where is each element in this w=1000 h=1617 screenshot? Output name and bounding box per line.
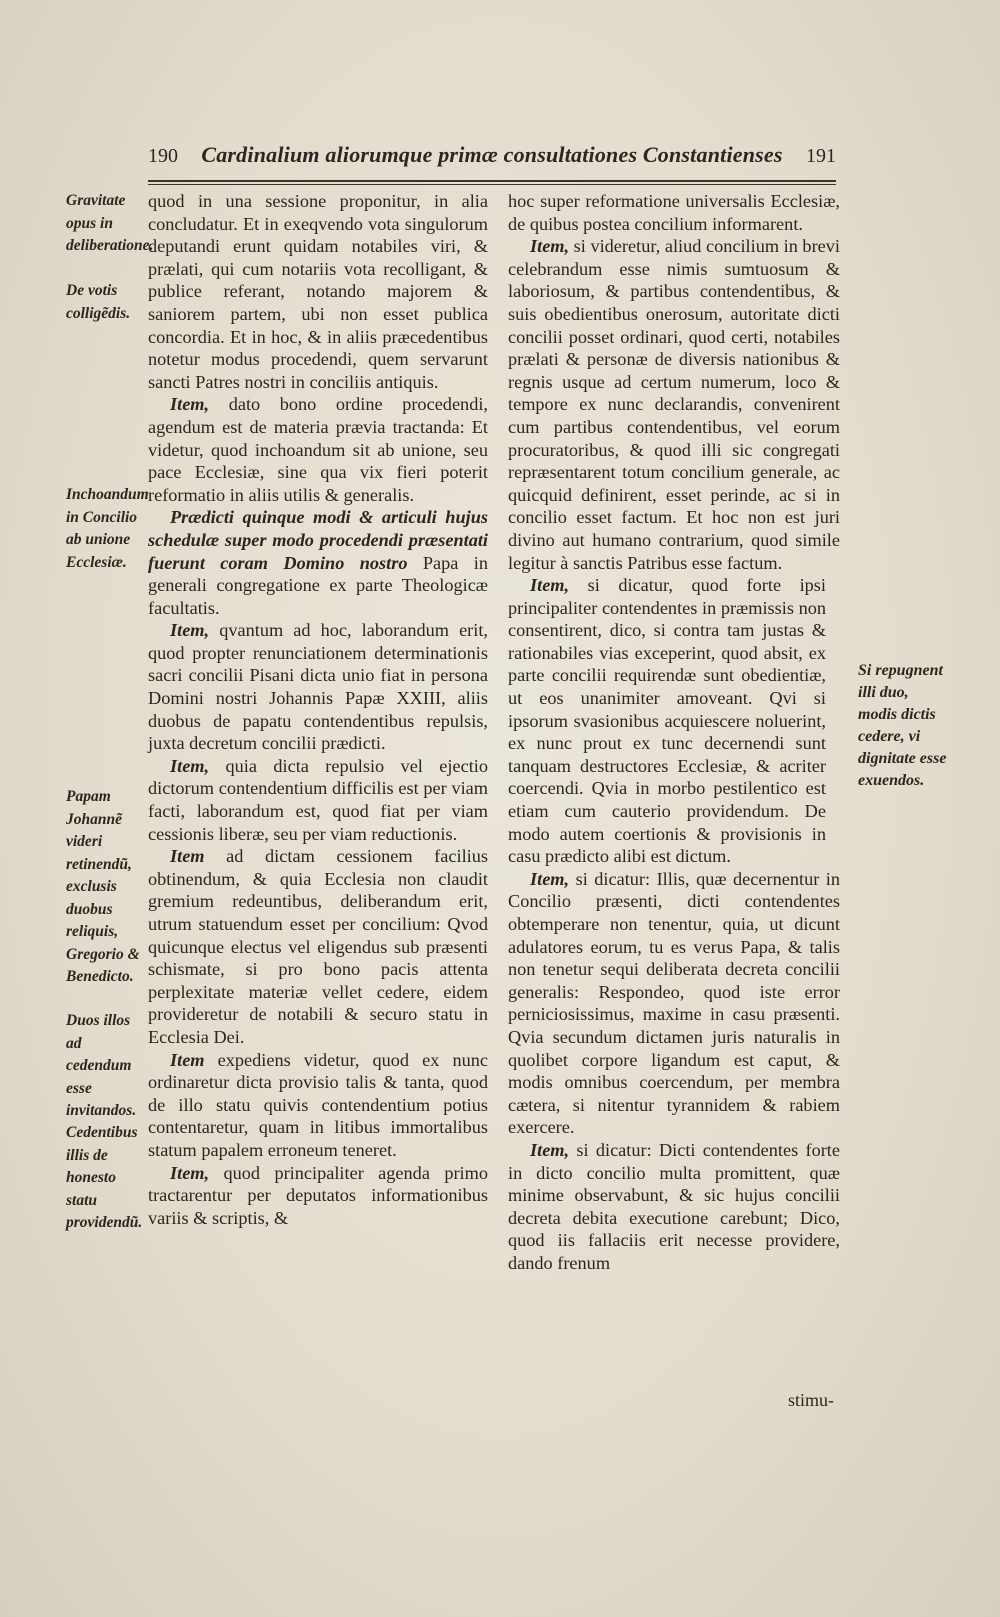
paragraph (148, 506, 488, 619)
margin-note: Si repugnent illi duo, modis dictis cedere, vi dignitate esse exuendos. (858, 662, 947, 789)
paragraph (148, 393, 488, 506)
paragraph-lead: Item, (530, 868, 570, 889)
paragraph-text: quod principaliter agenda primo tractarentur per deputatos informationibus variis & scriptis, & (148, 1162, 488, 1228)
paragraph-lead: Item, (170, 394, 210, 415)
page-number-right: 191 (806, 145, 836, 167)
margin-note: Papam Johannẽ videri retinendũ, (66, 788, 132, 873)
paragraph-text: qvantum ad hoc, laborandum erit, quod propter renunciationem determinationis sacri concilii Pisani dicta unio fiat in persona Domini nostri Johannis Papæ XXIII, aliis duobus de papatu contendentibus repulsis, juxta decretum concilii prædicti. (148, 620, 488, 754)
paragraph-lead: Item, (170, 755, 210, 776)
margin-note: exclusis duobus reliquis, Gregorio & Benedicto. (66, 878, 140, 986)
margin-note: Cedentibus illis de honesto statu providendũ. (66, 1124, 143, 1232)
paragraph-lead: Item, (530, 236, 570, 257)
paragraph-text: expediens videtur, quod ex nunc ordinaretur dicta provisio talis & tanta, quod de illo statu quivis contendentium potius contentaretur, quam in litibus immortalibus statum papalem erroneum teneret. (148, 1049, 488, 1160)
header-rule-thin (148, 184, 836, 185)
paragraph (148, 1049, 488, 1162)
paragraph-text: quod in una sessione proponitur, in alia concludatur. Et in exeqvendo vota singulorum deputandi erunt quidam notabiles viri, & prælati, qui cum notariis vota recolligant, & publice referant, notando majorem & saniorem partem, ubi non esset publica concordia. Et in hoc, & in aliis præcedentibus notetur modus procedendi, quem servarunt sancti Patres nostri in conciliis antiquis. (148, 191, 488, 392)
page-number-left: 190 (148, 145, 178, 167)
paragraph (508, 235, 840, 574)
paragraph-lead: Item, (170, 620, 210, 641)
running-title: Cardinalium aliorumque primæ consultationes Constantienses (201, 142, 783, 167)
header-rule (148, 180, 836, 182)
paragraph (508, 868, 840, 1139)
paragraph-lead: Item (170, 846, 205, 867)
paragraph-text: si dicatur: Illis, quæ decernentur in Concilio præsenti, dicti contendentes obtemperare non tenentur, quia, ut dicunt adulatores eorum, tu es verus Papa, & talis non tenetur sequi deliberata decreta concilii generalis: Respondeo, quod iste error perniciosissimus, maxime in casu præsenti. Qvia secundum dictamen juris naturalis in quolibet corpore ligandum est caput, & modis omnibus coercendum, per membra cætera, si nitentur tyrannidem & rabiem exercere. (508, 868, 840, 1138)
paragraph (148, 619, 488, 755)
paragraph-lead: Prædicti quinque modi & articuli hujus schedulæ super modo procedendi præsentati fuerunt coram Domino nostro (148, 507, 488, 573)
paragraph-text: si dicatur, quod forte ipsi principaliter contendentes in præmissis non consentirent, dico, si contra tam justas & rationabiles vias exceperint, quod absit, ex parte concilii requirendæ sunt obedientiæ, ut eos unanimiter amoveant. Qvi si ipsorum svasionibus acquiescere noluerint, ex nunc prout ex tunc decernendi sunt tanquam destructores Ecclesiæ, & acriter coercendi. Qvia in morbo pestilentico est etiam cum cauterio providendum. De modo autem coertionis & provisionis in casu prædicto alibi est dictum. (508, 575, 826, 867)
paragraph-text: si dicatur: Dicti contendentes forte in dicto concilio multa promittent, quæ minime observabunt, & sic hujus concilii decreta debita executione carebunt; Dico, quod iis fallaciis erit necesse providere, dando frenum (508, 1139, 840, 1273)
paragraph-lead: Item, (530, 575, 570, 596)
paragraph-text: Papa in generali congregatione ex parte Theologicæ facultatis. (148, 552, 488, 618)
paragraph (508, 574, 826, 868)
paragraph (148, 755, 488, 845)
right-text-column (508, 190, 840, 1275)
paragraph-text: quia dicta repulsio vel ejectio dictorum contendentium difficilis est per viam facti, laborandum est, quod fiat per viam cessionis liberæ, seu per viam reductionis. (148, 755, 488, 844)
paragraph-text: si videretur, aliud concilium in brevi celebrandum esse nimis sumtuosum & laboriosum, & partibus contendentibus, & suis obedientibus onerosum, autoritate dicti concilii posset ordinari, quod certi, notabiles prælati & personæ de diversis nationibus & regnis usque ad certum numerum, loco & tempore ex nunc declarandis, convenirent cum partibus contendentibus, vel eorum procuratoribus, & quod illi sic congregati repræsentarent totum concilium generale, ac quicquid definirent, esset perinde, ac si in concilio esset factum. Et hoc non est juri divino aut humano contrarium, quod simile legitur à sanctis Patribus esse factum. (508, 236, 840, 573)
paragraph-text: dato bono ordine procedendi, agendum est de materia prævia tractanda: Et videtur, quod inchoandum sit ab unione, seu pace Ecclesiæ, sine qua vix fieri poterit reformatio in aliis utilis & generalis. (148, 394, 488, 505)
running-header (148, 142, 836, 182)
paragraph-lead: Item (170, 1049, 205, 1070)
paragraph (148, 1162, 488, 1230)
paragraph-text: hoc super reformatione universalis Ecclesiæ, de quibus postea concilium informarent. (508, 191, 840, 234)
margin-note: Inchoandum in Concilio ab unione Ecclesiæ. (66, 486, 149, 571)
paragraph (148, 845, 488, 1048)
paragraph (508, 190, 840, 235)
paragraph-text: ad dictam cessionem facilius obtinendum, & quia Ecclesia non claudit gremium redeuntibus, deliberandum erit, utrum statuendum esset per concilium: Qvod quicunque electus vel eligendus sub præsenti schismate, si pro bono pacis attenta perplexitate materiæ vellet cedere, eidem provideretur de notabili & securo statu in Ecclesia Dei. (148, 846, 488, 1047)
paragraph-lead: Item, (530, 1139, 570, 1160)
left-text-column (148, 190, 488, 1229)
margin-note: De votis colligẽdis. (66, 282, 131, 322)
margin-note: Duos illos ad cedendum esse invitandos. (66, 1012, 137, 1120)
paragraph-lead: Item, (170, 1162, 210, 1183)
catchword: stimu- (788, 1390, 835, 1410)
paragraph (148, 190, 488, 393)
margin-note: Gravitate opus in deliberatione. (66, 192, 154, 255)
paragraph (508, 1139, 840, 1275)
